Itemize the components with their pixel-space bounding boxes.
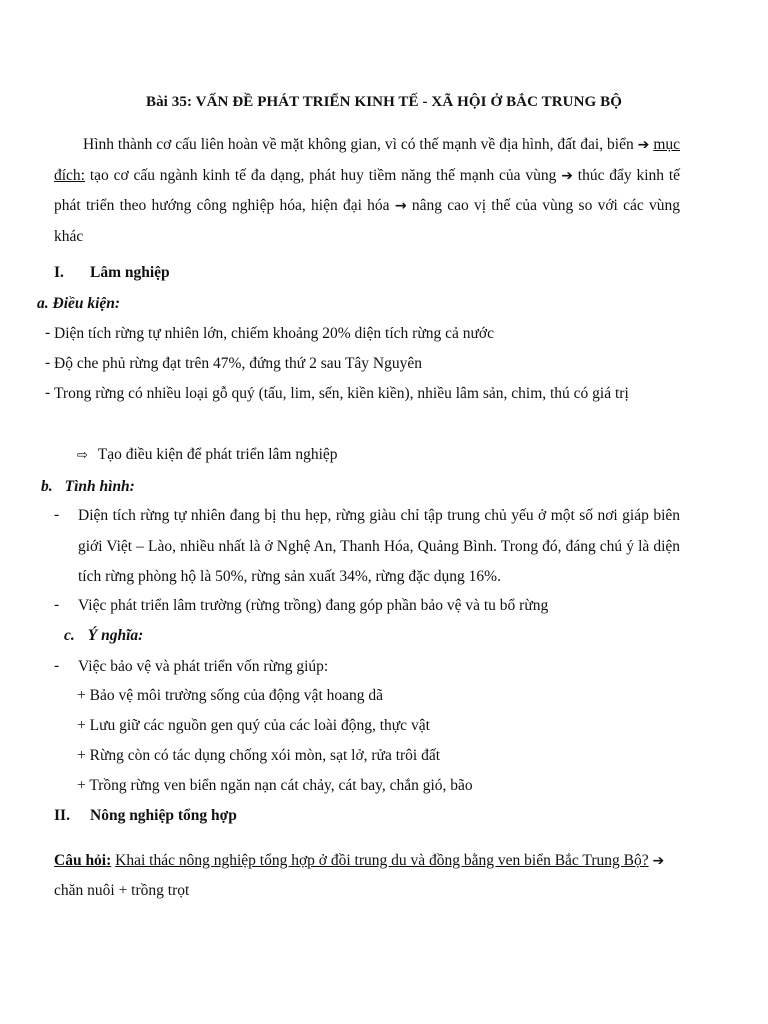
purpose-label: mục đích: [54,136,681,184]
question-paragraph [54,846,680,906]
intro-paragraph [54,130,680,252]
question-text: Khai thác nông nghiệp tổng hợp ở đồi trung du và đồng bằng ven biển Bắc Trung Bộ? [115,852,649,869]
bullet-item: + Lưu giữ các nguồn gen quý của các loài động, thực vật [77,717,430,734]
intro-lead: Hình thành cơ cấu liên hoàn về mặt không gian, vì có thế mạnh về địa hình, đất đai, biển [83,136,634,153]
subsection-c-label: c. Ý nghĩa: [64,627,144,644]
section-heading-1 [54,264,170,282]
arrow-icon: ➔ [637,137,650,153]
bullet-item: + Rừng còn có tác dụng chống xói mòn, sạt lở, rửa trôi đất [77,747,441,764]
subsection-b-label: b. Tình hình: [41,478,135,495]
section-heading-2 [54,807,237,825]
bullet-item: + Bảo vệ môi trường sống của động vật hoang dã [77,687,384,704]
section-title: Nông nghiệp tổng hợp [90,807,237,824]
question-answer: chăn nuôi + trồng trọt [54,882,190,899]
arrow-icon: ➔ [652,853,665,869]
hollow-arrow-icon: ⇨ [77,448,88,463]
question-label: Câu hỏi: [54,852,112,869]
bullet-item: + Trồng rừng ven biển ngăn nạn cát chảy, cát bay, chắn gió, bão [77,777,473,794]
arrow-icon: ➔ [561,167,573,184]
document-page: Bài 35: VẤN ĐỀ PHÁT TRIỂN KINH TẾ - XÃ HỘI Ở BẮC TRUNG BỘ Hình thành cơ cấu liên hoàn về mặt không gian, vì có thế mạnh về địa hình, đất đai, biển ➔ mục đích: tạo cơ cấu ngành kinh tế đa dạng, phát huy tiềm năng thế mạnh của vùng ➔ thúc đẩy kinh tế phát triển theo hướng công nghiệp hóa, hiện đại hóa → nâng cao vị thế của vùng so với các vùng khác I. Lâm nghiệp a. Điều kiện: - Diện tích rừng tự nhiên lớn, chiếm khoảng 20% diện tích rừng cả nước - Độ che phủ rừng đạt trên 47%, đứng thứ 2 sau Tây Nguyên - Trong rừng có nhiều loại gỗ quý (tấu, lim, sến, kiền kiền), nhiều lâm sản, chim, thú có giá trị ⇨ Tạo điều kiện để phát triển lâm nghiệp b. Tình hình: - Diện tích rừng tự nhiên đang bị thu hẹp, rừng giàu chỉ tập trung chủ yếu ở một số nơi giáp biên giới Việt – Lào, nhiều nhất là ở Nghệ An, Thanh Hóa, Quảng Bình. Trong đó, đáng chú ý là diện tích rừng phòng hộ là 50%, rừng sản xuất 34%, rừng đặc dụng 16%. - Việc phát triển lâm trường (rừng trồng) đang góp phần bảo vệ và tu bổ rừng c. Ý nghĩa: - Việc bảo vệ và phát triển vốn rừng giúp: + Bảo vệ môi trường sống của động vật hoang dã + Lưu giữ các nguồn gen quý của các loài động, thực vật + Rừng còn có tác dụng chống xói mòn, sạt lở, rửa trôi đất + Trồng rừng ven biển ngăn nạn cát chảy, cát bay, chắn gió, bão II. Nông nghiệp tổng hợp Câu hỏi: Khai thác nông nghiệp tổng hợp ở đồi trung du và đồng bằng ven biển Bắc Trung Bộ? ➔ chăn nuôi + trồng trọt [0,0,768,1024]
section-number: II. [54,807,70,824]
section-title: Lâm nghiệp [90,264,170,281]
conclusion-text: Tạo điều kiện để phát triển lâm nghiệp [97,446,338,463]
subsection-a-label: a. Điều kiện: [37,295,121,312]
conclusion-line [77,446,338,464]
purpose-text: tạo cơ cấu ngành kinh tế đa dạng, phát huy tiềm năng thế mạnh của vùng [89,166,557,184]
page-title: Bài 35: VẤN ĐỀ PHÁT TRIỂN KINH TẾ - XÃ HỘI Ở BẮC TRUNG BỘ [145,94,623,110]
section-number: I. [54,264,64,281]
arrow-icon: → [394,198,407,214]
intro-tail: thúc đẩy kinh tế phát triển theo hướng công nghiệp hóa, hiện đại hóa [54,166,681,214]
intro-tail-end: nâng cao vị thế của vùng so với các vùng khác [54,197,680,245]
